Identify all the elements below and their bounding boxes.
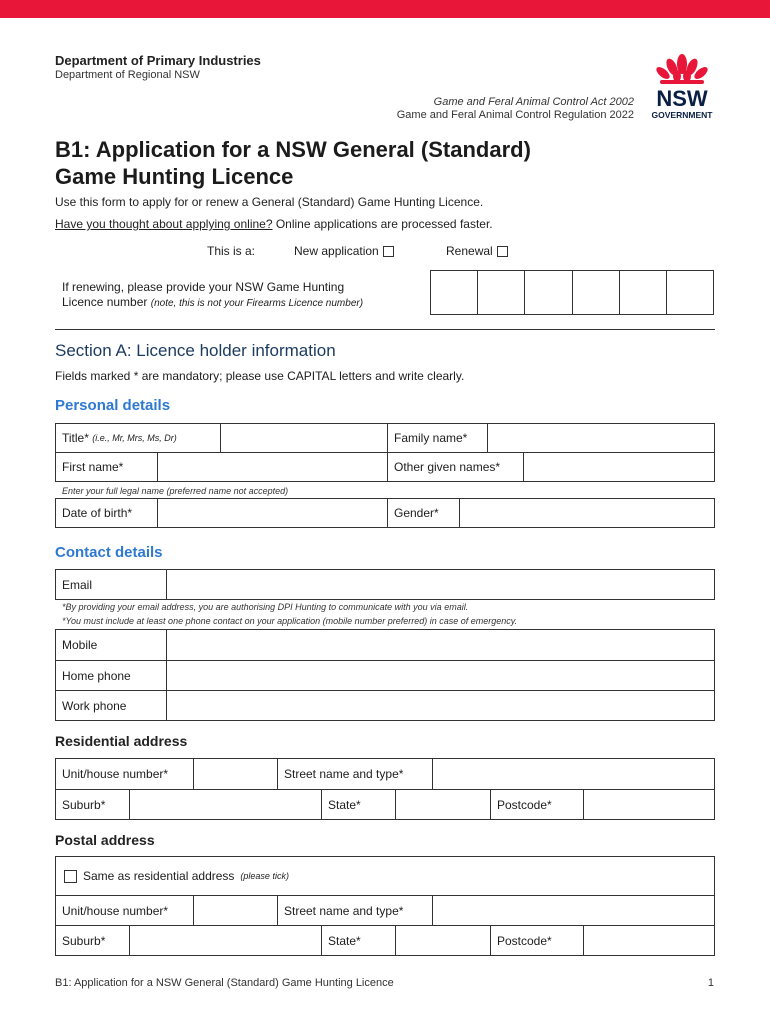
department-name: Department of Primary Industries xyxy=(55,53,261,68)
form-title-line-2: Game Hunting Licence xyxy=(55,164,294,189)
work-phone-input[interactable] xyxy=(166,691,714,720)
other-names-input[interactable] xyxy=(523,453,714,481)
residential-unit-input[interactable] xyxy=(193,759,277,789)
work-phone-label: Work phone xyxy=(62,698,127,713)
same-as-residential-checkbox[interactable] xyxy=(64,870,77,883)
residential-suburb-input[interactable] xyxy=(129,790,321,819)
email-consent-note: *By providing your email address, you are authorising DPI Hunting to communicate with you via email. xyxy=(62,602,469,612)
form-title-line-1: B1: Application for a NSW General (Standard) xyxy=(55,137,531,162)
postal-unit-label: Unit/house number* xyxy=(62,903,169,918)
postal-state-input[interactable] xyxy=(395,926,490,955)
postal-state-label: State* xyxy=(321,926,395,955)
title-label-cell xyxy=(56,424,220,452)
title-hint: (i.e., Mr, Mrs, Ms, Dr) xyxy=(92,433,177,443)
family-name-label: Family name* xyxy=(387,424,487,452)
home-phone-row xyxy=(56,660,714,690)
same-as-residential-label: Same as residential address xyxy=(83,869,235,883)
renewal-option[interactable] xyxy=(446,244,508,258)
residential-postcode-label: Postcode* xyxy=(490,790,583,819)
mobile-label: Mobile xyxy=(62,638,98,652)
residential-suburb-row xyxy=(56,789,714,819)
first-other-name-row xyxy=(55,452,715,482)
work-phone-row xyxy=(56,690,714,720)
licence-digit-box[interactable] xyxy=(477,271,524,314)
online-prompt xyxy=(55,217,493,231)
same-as-residential-option[interactable] xyxy=(56,857,714,895)
licence-digit-box[interactable] xyxy=(431,271,477,314)
postal-street-row xyxy=(56,895,714,925)
email-input[interactable] xyxy=(166,570,714,599)
same-as-residential-row[interactable] xyxy=(56,857,714,895)
residential-address-table xyxy=(55,758,715,820)
mandatory-fields-note: Fields marked * are mandatory; please use CAPITAL letters and write clearly. xyxy=(55,369,465,383)
title-input[interactable] xyxy=(220,424,387,452)
licence-digit-box[interactable] xyxy=(666,271,713,314)
title-family-row xyxy=(55,423,715,453)
postal-postcode-input[interactable] xyxy=(583,926,714,955)
postal-suburb-input[interactable] xyxy=(129,926,321,955)
regulation-reference: Game and Feral Animal Control Regulation 2022 xyxy=(396,109,634,121)
same-as-residential-hint: (please tick) xyxy=(240,871,289,881)
renewal-checkbox[interactable] xyxy=(497,246,508,257)
postal-address-table xyxy=(55,856,715,956)
residential-street-label: Street name and type* xyxy=(277,759,432,789)
email-label: Email xyxy=(62,577,93,592)
first-name-input[interactable] xyxy=(157,453,387,481)
legal-name-note: Enter your full legal name (preferred name not accepted) xyxy=(62,486,289,496)
svg-text:NSW: NSW xyxy=(656,86,708,111)
contact-details-heading: Contact details xyxy=(55,544,163,561)
apply-online-link[interactable]: Have you thought about applying online? xyxy=(55,217,273,231)
renewal-label: Renewal xyxy=(446,244,493,258)
mobile-input[interactable] xyxy=(166,630,714,660)
gender-label: Gender* xyxy=(387,499,459,527)
svg-text:GOVERNMENT: GOVERNMENT xyxy=(651,110,713,120)
residential-postcode-input[interactable] xyxy=(583,790,714,819)
page-number: 1 xyxy=(707,977,714,989)
family-name-input[interactable] xyxy=(487,424,714,452)
phone-requirement-note: *You must include at least one phone contact on your application (mobile number preferred) in case of emergency. xyxy=(62,616,518,626)
footer-document-name: B1: Application for a NSW General (Standard) Game Hunting Licence xyxy=(55,977,394,989)
online-prompt-rest: Online applications are processed faster. xyxy=(272,217,493,231)
section-divider xyxy=(55,329,715,330)
phone-table xyxy=(55,629,715,721)
postal-street-input[interactable] xyxy=(432,896,714,925)
top-brand-bar xyxy=(0,0,770,18)
new-application-option[interactable] xyxy=(294,244,394,258)
dob-label: Date of birth* xyxy=(62,506,133,520)
home-phone-input[interactable] xyxy=(166,661,714,690)
mobile-row xyxy=(56,630,714,660)
dob-gender-row xyxy=(55,498,715,528)
residential-street-input[interactable] xyxy=(432,759,714,789)
residential-state-label: State* xyxy=(321,790,395,819)
postal-suburb-label: Suburb* xyxy=(62,933,106,948)
email-row xyxy=(55,569,715,600)
first-name-label: First name* xyxy=(62,460,124,474)
postal-suburb-row xyxy=(56,925,714,955)
postal-unit-input[interactable] xyxy=(193,896,277,925)
section-a-heading: Section A: Licence holder information xyxy=(55,341,336,360)
nsw-government-logo xyxy=(646,50,718,122)
dob-input[interactable] xyxy=(157,499,387,527)
renewal-prompt-licence: Licence number xyxy=(62,295,148,309)
home-phone-label: Home phone xyxy=(62,668,131,683)
renewal-prompt-note: (note, this is not your Firearms Licence number) xyxy=(150,298,364,309)
renewal-licence-prompt xyxy=(62,280,412,311)
postal-postcode-label: Postcode* xyxy=(490,926,583,955)
residential-state-input[interactable] xyxy=(395,790,490,819)
residential-suburb-label: Suburb* xyxy=(62,797,106,812)
licence-number-boxes[interactable] xyxy=(430,270,714,315)
renewal-prompt-line-1: If renewing, please provide your NSW Game Hunting xyxy=(62,280,345,294)
licence-digit-box[interactable] xyxy=(572,271,619,314)
residential-address-heading: Residential address xyxy=(55,733,188,749)
licence-digit-box[interactable] xyxy=(619,271,666,314)
application-type-label: This is a: xyxy=(207,244,256,258)
form-title xyxy=(55,136,615,190)
renewal-prompt-line-2 xyxy=(62,295,412,311)
gender-input[interactable] xyxy=(459,499,714,527)
new-application-label: New application xyxy=(294,244,379,258)
residential-street-row xyxy=(56,759,714,789)
intro-text: Use this form to apply for or renew a General (Standard) Game Hunting Licence. xyxy=(55,195,484,209)
new-application-checkbox[interactable] xyxy=(383,246,394,257)
postal-street-label: Street name and type* xyxy=(277,896,432,925)
title-label: Title* xyxy=(62,431,89,445)
act-reference: Game and Feral Animal Control Act 2002 xyxy=(433,96,634,108)
sub-department-name: Department of Regional NSW xyxy=(55,69,200,81)
licence-digit-box[interactable] xyxy=(524,271,571,314)
other-names-label: Other given names* xyxy=(387,453,523,481)
personal-details-heading: Personal details xyxy=(55,397,171,414)
residential-unit-label: Unit/house number* xyxy=(62,767,169,781)
postal-address-heading: Postal address xyxy=(55,832,155,848)
